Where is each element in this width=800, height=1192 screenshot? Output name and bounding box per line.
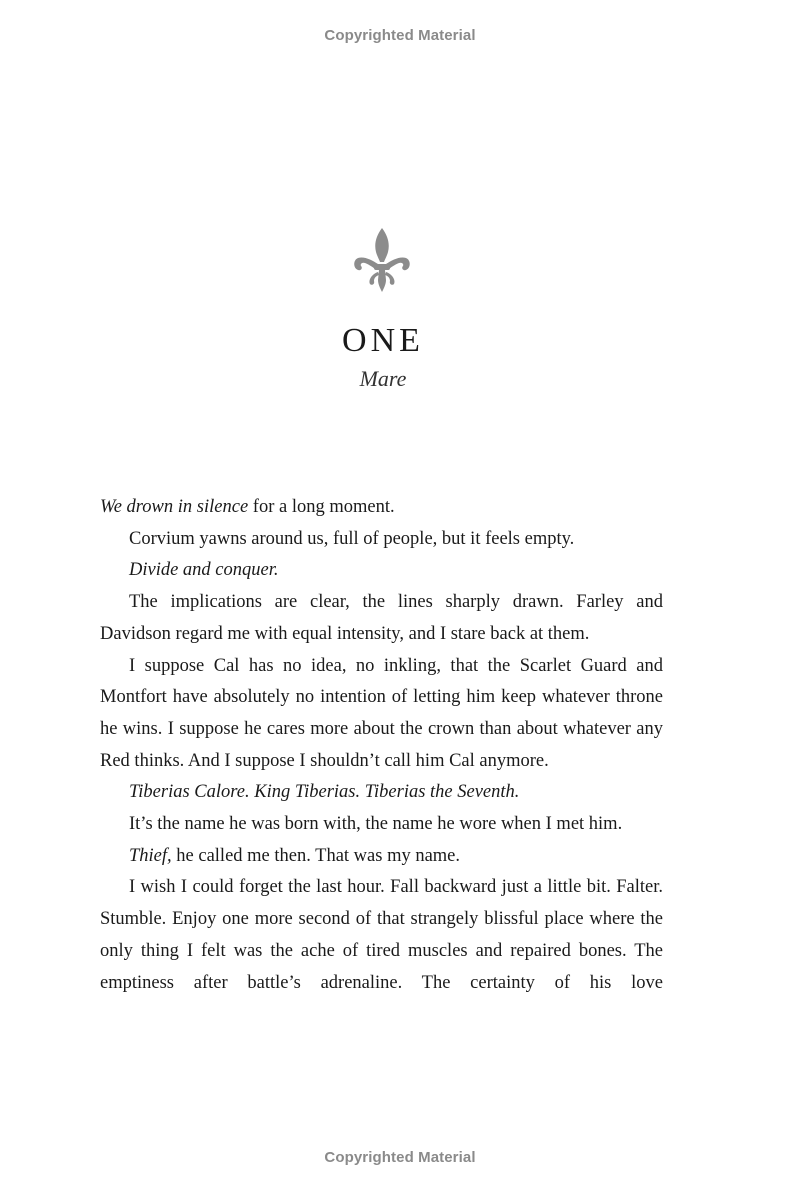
italic-phrase: Tiberias Calore. King Tiberias. Tiberias the Seventh.: [129, 782, 520, 803]
fleur-de-lis-icon: [352, 226, 412, 294]
italic-phrase: Divide and conquer.: [129, 560, 279, 581]
copyright-watermark-bottom: Copyrighted Material: [324, 1149, 476, 1166]
paragraph: Corvium yawns around us, full of people, but it feels empty.: [129, 528, 575, 549]
paragraph: [100, 555, 663, 587]
chapter-name: Mare: [359, 366, 407, 391]
paragraph: The implications are clear, the lines sharply drawn. Farley and Davidson regard me with equal intensity, and I stare back at them.: [100, 592, 663, 644]
italic-phrase: Thief,: [129, 845, 172, 866]
paragraph-text: for a long moment.: [248, 497, 395, 517]
paragraph: [100, 841, 663, 873]
italic-phrase: We drown in silence: [100, 497, 249, 517]
paragraph: [100, 492, 663, 524]
paragraph: [100, 777, 663, 809]
chapter-number: ONE: [342, 322, 424, 359]
paragraph: I suppose Cal has no idea, no inkling, that the Scarlet Guard and Montfort have absolutely no intention of letting him keep whatever throne he wins. I suppose he cares more about the crown than about whatever any Red thinks. And I suppose I shouldn’t call him Cal anymore.: [100, 655, 663, 771]
body-text: [100, 492, 663, 999]
paragraph-text: he called me then. That was my name.: [171, 845, 461, 866]
paragraph: I wish I could forget the last hour. Fall backward just a little bit. Falter. Stumble. Enjoy one more second of that strangely blissful place where the only thing I felt was the ache of tired muscles and repaired bones. The emptiness after battle’s adrenaline. The certainty of his love: [100, 877, 663, 993]
paragraph: It’s the name he was born with, the name he wore when I met him.: [129, 814, 623, 835]
copyright-watermark-top: Copyrighted Material: [324, 27, 476, 44]
